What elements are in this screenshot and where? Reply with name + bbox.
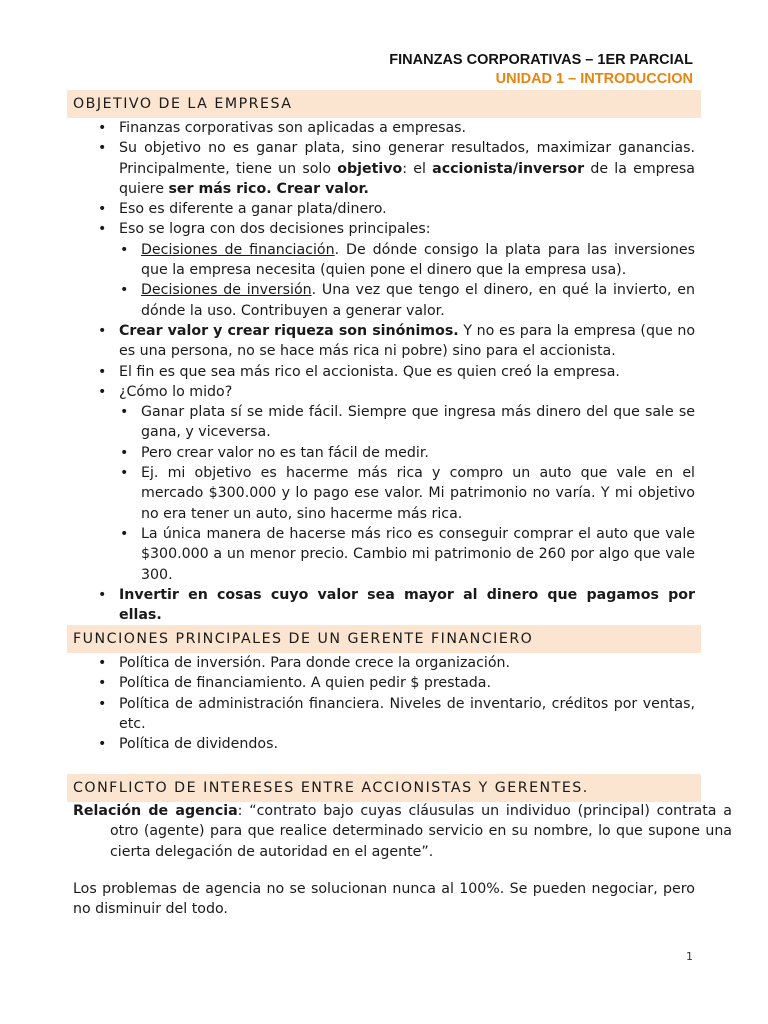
text-run: ¿Cómo lo mido? — [119, 383, 233, 400]
sub-bullet-item — [73, 240, 695, 281]
bullet-item — [73, 653, 695, 673]
objetivo-list — [73, 118, 695, 625]
text-run: ser más rico. Crear valor. — [168, 180, 369, 197]
text-run: Ej. mi objetivo es hacerme más rica y compro un auto que vale en el mercado $300.000 y lo pago ese valor. Mi patrimonio no varía. Y mi objetivo no era tener un auto, sino hacerme más rica. — [141, 465, 695, 522]
text-run: Y no es para la empresa (que no es una persona, no se hace más rica ni pobre) sino para el accionista. — [119, 322, 695, 360]
funciones-list — [73, 653, 695, 754]
text-run: Eso es diferente a ganar plata/dinero. — [119, 201, 387, 218]
section-heading-objetivo: OBJETIVO DE LA EMPRESA — [67, 90, 701, 118]
unit-header: UNIDAD 1 – INTRODUCCION — [495, 71, 693, 87]
text-run: Invertir en cosas cuyo valor sea mayor al dinero que pagamos por ellas. — [119, 586, 695, 624]
text-run: Política de dividendos. — [119, 736, 278, 753]
text-run: Política de administración financiera. Niveles de inventario, créditos por ventas, etc. — [119, 695, 695, 732]
text-run: Eso se logra con dos decisiones principales: — [119, 221, 431, 238]
bullet-item — [73, 694, 695, 735]
text-run: Los problemas de agencia no se solucionan nunca al 100%. Se pueden negociar, pero no disminuir del todo. — [73, 881, 695, 918]
page-number: 1 — [686, 950, 693, 963]
bullet-item — [73, 219, 695, 239]
section-heading-funciones: FUNCIONES PRINCIPALES DE UN GERENTE FINANCIERO — [67, 625, 701, 653]
agency-definition-paragraph — [73, 801, 732, 862]
text-run: El fin es que sea más rico el accionista. Que es quien creó la empresa. — [119, 363, 620, 380]
bullet-item — [73, 382, 695, 402]
text-run: Política de inversión. Para donde crece la organización. — [119, 655, 511, 671]
agency-problems-paragraph — [73, 879, 695, 920]
bullet-item — [73, 362, 695, 382]
bullet-item — [73, 138, 695, 199]
sub-bullet-item — [73, 443, 695, 463]
text-run: objetivo — [337, 160, 403, 177]
sub-bullet-item — [73, 280, 695, 321]
text-run: Su objetivo no es ganar plata, sino generar resultados, maximizar ganancias. Principalmente, tiene un solo — [119, 140, 695, 177]
text-run: accionista/inversor — [432, 160, 585, 177]
text-run: Decisiones de inversión — [141, 282, 312, 299]
text-run: Finanzas corporativas son aplicadas a empresas. — [119, 120, 467, 136]
section-heading-conflicto: CONFLICTO DE INTERESES ENTRE ACCIONISTAS Y GERENTES. — [67, 774, 701, 802]
text-run: : “contrato bajo cuyas cláusulas un individuo (principal) contrata a otro (agente) para que realice determinado servicio en su nombre, lo que supone una cierta delegación de autoridad en el agente”. — [110, 803, 732, 860]
text-run: Crear valor y crear riqueza son sinónimos. — [119, 322, 459, 339]
text-run: . Una vez que tengo el dinero, en qué la invierto, en dónde la uso. Contribuyen a generar valor. — [141, 282, 695, 319]
bullet-item — [73, 585, 695, 626]
bullet-item — [73, 118, 695, 138]
course-header: FINANZAS CORPORATIVAS – 1ER PARCIAL — [389, 52, 693, 68]
bullet-item — [73, 199, 695, 219]
text-run: Decisiones de financiación — [141, 241, 335, 258]
sub-bullet-item — [73, 463, 695, 524]
bullet-item — [73, 734, 695, 754]
text-run: Política de financiamiento. A quien pedir $ prestada. — [119, 675, 491, 692]
sub-bullet-item — [73, 524, 695, 585]
text-run: Pero crear valor no es tan fácil de medir. — [141, 444, 429, 461]
bullet-item — [73, 673, 695, 693]
text-run: Relación de agencia — [73, 803, 238, 819]
text-run: : el — [402, 160, 433, 177]
bullet-item — [73, 321, 695, 362]
sub-bullet-item — [73, 402, 695, 443]
text-run: . De dónde consigo la plata para las inversiones que la empresa necesita (quien pone el dinero que la empresa usa). — [141, 241, 695, 279]
text-run: Ganar plata sí se mide fácil. Siempre que ingresa más dinero del que sale se gana, y viceversa. — [141, 404, 695, 441]
text-run: de la empresa quiere — [119, 160, 695, 197]
text-run: La única manera de hacerse más rico es conseguir comprar el auto que vale $300.000 a un menor precio. Cambio mi patrimonio de 260 por algo que vale 300. — [141, 525, 695, 583]
